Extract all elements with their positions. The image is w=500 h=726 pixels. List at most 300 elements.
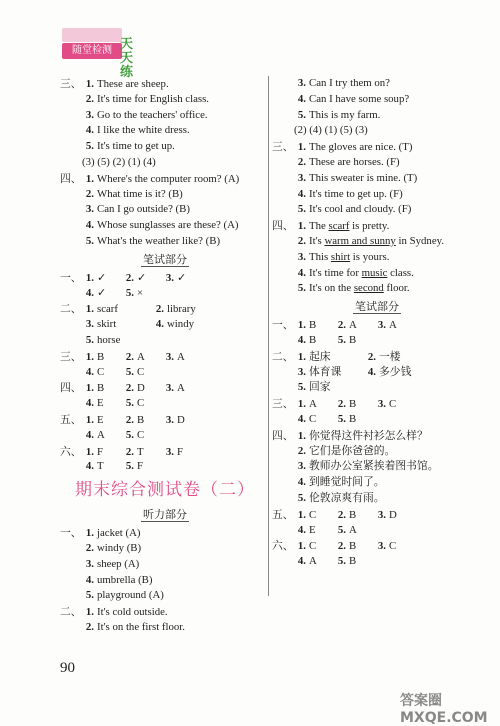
left-answer-column (60, 76, 270, 636)
answer-cell (82, 381, 122, 397)
item-number: 1. (297, 508, 306, 521)
item-number: 5. (297, 381, 306, 394)
item-number: 4. (85, 428, 94, 441)
answer-cell (162, 350, 202, 366)
answer-value: library (167, 303, 196, 316)
answer-text: Go to the teachers' office. (97, 108, 208, 121)
answer-cell (374, 397, 414, 413)
item-number: 4. (85, 573, 94, 586)
site-watermark: 答案圈 MXQE.COM (400, 693, 488, 726)
answer-line (60, 444, 270, 460)
test-title: 期末综合测试卷（二） (75, 480, 255, 501)
item-number: 1. (85, 303, 94, 316)
answer-value: C (137, 428, 145, 441)
answer-line (60, 620, 270, 636)
answer-line (60, 108, 270, 124)
answer-cell (294, 333, 334, 349)
answer-cell (294, 365, 364, 381)
item-number: 2. (125, 382, 134, 395)
answer-cell (122, 381, 162, 397)
answer-cell (82, 445, 122, 461)
answer-cell (334, 539, 374, 555)
item-number: 1. (297, 398, 306, 411)
answer-value: B (349, 333, 357, 346)
answer-line (60, 234, 270, 250)
answer-line (272, 365, 482, 381)
answer-cell (334, 397, 374, 413)
section-heading-text: 笔试部分 (143, 253, 187, 266)
order-answer: (2) (4) (1) (5) (3) (294, 124, 368, 137)
item-number: 2. (125, 271, 134, 284)
answer-line (272, 123, 482, 139)
answer-value: B (349, 412, 357, 425)
item-number: 3. (297, 460, 306, 473)
item-number: 3. (377, 540, 386, 553)
section-number: 三、 (272, 397, 294, 411)
section-number: 二、 (60, 605, 82, 619)
answer-value: A (137, 350, 145, 363)
answer-text: It's time to get up. (97, 140, 175, 153)
item-number: 3. (85, 318, 94, 331)
item-number: 4. (367, 365, 376, 378)
answer-line (60, 301, 270, 317)
section-number: 二、 (272, 349, 294, 363)
item-number: 1. (85, 172, 94, 185)
answer-line (60, 270, 270, 286)
answer-cell (334, 333, 374, 349)
right-answer-column (272, 76, 482, 570)
answer-line (272, 171, 482, 187)
answer-cell (122, 445, 162, 461)
answer-cell (374, 318, 414, 334)
answer-cell (374, 508, 414, 524)
item-number: 5. (297, 282, 306, 295)
answer-value: B (349, 555, 357, 568)
answer-value: scarf (97, 303, 118, 316)
item-number: 5. (125, 460, 134, 473)
item-number: 5. (337, 523, 346, 536)
section-number: 四、 (272, 219, 294, 233)
answer-cell (334, 554, 374, 570)
item-number: 4. (297, 412, 306, 425)
answer-text: 教师办公室紧挨着图书馆。 (309, 460, 439, 473)
answer-line (60, 218, 270, 234)
section-number: 六、 (60, 444, 82, 458)
item-number: 1. (297, 141, 306, 154)
item-number: 4. (85, 460, 94, 473)
answer-value: ✓ (177, 271, 187, 284)
item-number: 3. (165, 350, 174, 363)
answer-value: F (97, 445, 104, 458)
answer-cell (82, 317, 152, 333)
answer-text: umbrella (B) (97, 573, 153, 586)
badge-glyph: 天天练 (120, 37, 134, 80)
answer-value: C (309, 412, 317, 425)
item-number: 3. (297, 250, 306, 263)
answer-text: The gloves are nice. (T) (309, 141, 413, 154)
answer-cell (82, 286, 122, 302)
answer-cell (294, 523, 334, 539)
answer-line (272, 491, 482, 507)
answer-value: T (137, 445, 144, 458)
answer-line (272, 523, 482, 539)
answer-value: B (349, 398, 357, 411)
item-number: 2. (297, 155, 306, 168)
answer-line (272, 234, 482, 250)
answer-value: ✓ (137, 271, 147, 284)
item-number: 3. (377, 508, 386, 521)
answer-text: This is my farm. (309, 108, 381, 121)
item-number: 2. (85, 620, 94, 633)
item-number: 3. (85, 108, 94, 121)
section-number: 五、 (272, 507, 294, 521)
item-number: 3. (377, 398, 386, 411)
item-number: 1. (85, 527, 94, 540)
item-number: 4. (155, 318, 164, 331)
answer-line (60, 171, 270, 187)
answer-line (272, 538, 482, 554)
section-heading-text: 笔试部分 (355, 301, 399, 314)
answer-value: F (137, 460, 144, 473)
item-number: 4. (85, 286, 94, 299)
answer-line (60, 604, 270, 620)
answer-value: A (309, 555, 317, 568)
answer-text: It's time for English class. (97, 92, 209, 105)
answer-text: This sweater is mine. (T) (309, 171, 418, 184)
answer-value: windy (167, 318, 194, 331)
item-number: 1. (85, 350, 94, 363)
badge-top-band (62, 28, 122, 42)
answer-value: C (137, 397, 145, 410)
item-number: 5. (85, 234, 94, 247)
answer-value: ✓ (97, 271, 107, 284)
item-number: 2. (125, 350, 134, 363)
answer-line (60, 365, 270, 381)
item-number: 5. (125, 397, 134, 410)
answer-line (272, 459, 482, 475)
item-number: 5. (85, 589, 94, 602)
answer-text: windy (B) (97, 541, 142, 554)
answer-cell (122, 365, 162, 381)
item-number: 1. (85, 382, 94, 395)
answer-line (60, 525, 270, 541)
item-number: 1. (85, 78, 94, 90)
section-heading (60, 250, 270, 270)
item-number: 1. (297, 350, 306, 363)
answer-cell (122, 396, 162, 412)
item-number: 3. (165, 271, 174, 284)
answer-line (60, 541, 270, 557)
item-number: 4. (297, 266, 306, 279)
answer-value: C (389, 540, 397, 553)
answer-value: E (97, 413, 104, 426)
badge-label: 随堂检测 (62, 43, 122, 59)
item-number: 5. (337, 412, 346, 425)
answer-cell (294, 554, 334, 570)
answer-cell (294, 539, 334, 555)
answer-value: A (177, 350, 185, 363)
item-number: 1. (297, 540, 306, 553)
answer-value: B (97, 350, 105, 363)
answer-cell (364, 365, 434, 381)
answer-line (60, 380, 270, 396)
answer-cell (334, 508, 374, 524)
answer-text: Can I try them on? (309, 77, 390, 89)
answer-cell (82, 459, 122, 475)
answer-cell (122, 459, 162, 475)
answer-text-pre: It's on the (309, 282, 354, 295)
answer-line (272, 76, 482, 92)
answer-line (272, 92, 482, 108)
item-number: 5. (85, 140, 94, 153)
item-number: 1. (85, 413, 94, 426)
answer-value: C (137, 365, 145, 378)
item-number: 2. (125, 413, 134, 426)
item-number: 4. (297, 555, 306, 568)
answer-text: horse (97, 333, 121, 346)
answer-cell (294, 412, 334, 428)
answer-value: A (349, 523, 357, 536)
answer-value: C (389, 398, 397, 411)
answer-line (272, 412, 482, 428)
answer-line (60, 588, 270, 604)
answer-line (272, 396, 482, 412)
item-number: 2. (337, 319, 346, 332)
section-number: 四、 (60, 171, 82, 185)
answer-line (272, 380, 482, 396)
answer-text: 伦敦凉爽有雨。 (309, 491, 385, 504)
item-number: 5. (85, 333, 94, 346)
section-number: 一、 (60, 526, 82, 540)
answer-line (272, 317, 482, 333)
answer-line (272, 202, 482, 218)
answer-line (272, 281, 482, 297)
answer-value: B (137, 413, 145, 426)
answer-cell (122, 286, 162, 302)
answer-cell (82, 271, 122, 287)
item-number: 2. (85, 541, 94, 554)
column-divider (268, 76, 269, 596)
answer-text-pre: It's time for (309, 266, 362, 279)
answer-cell (162, 381, 202, 397)
answer-value: B (309, 333, 317, 346)
item-number: 2. (85, 92, 94, 105)
answer-line (272, 218, 482, 234)
answer-text-post: is pretty. (349, 220, 390, 233)
answer-text: playground (A) (97, 589, 164, 602)
answer-underlined: scarf (328, 220, 350, 233)
answer-value: A (349, 319, 357, 332)
item-number: 5. (297, 203, 306, 216)
answer-line (272, 155, 482, 171)
answer-cell (82, 413, 122, 429)
answer-text-post: class. (387, 266, 414, 279)
item-number: 2. (85, 187, 94, 200)
item-number: 5. (297, 108, 306, 121)
answer-text: It's cold outside. (97, 606, 168, 619)
answer-line (60, 333, 270, 349)
item-number: 5. (337, 333, 346, 346)
item-number: 1. (297, 429, 306, 442)
answer-cell (82, 350, 122, 366)
answer-line (272, 266, 482, 282)
section-heading (60, 505, 270, 525)
answer-cell (294, 350, 364, 366)
item-number: 3. (85, 557, 94, 570)
answer-line (60, 428, 270, 444)
item-number: 5. (125, 286, 134, 299)
item-number: 1. (297, 220, 306, 233)
answer-value: A (177, 382, 185, 395)
series-badge (62, 28, 142, 80)
item-number: 2. (337, 540, 346, 553)
answer-line (272, 108, 482, 124)
answer-cell (162, 445, 202, 461)
item-number: 2. (367, 350, 376, 363)
answer-line (272, 333, 482, 349)
answer-value: 起床 (309, 350, 331, 363)
page-number: 90 (60, 660, 75, 676)
answer-cell (122, 271, 162, 287)
answer-text: Can I have some soup? (309, 92, 410, 105)
answer-value: A (389, 319, 397, 332)
section-number: 三、 (60, 77, 82, 90)
answer-value: C (97, 365, 105, 378)
answer-line (60, 573, 270, 589)
answer-value: B (309, 319, 317, 332)
item-number: 5. (297, 491, 306, 504)
answer-line (60, 317, 270, 333)
answer-line (60, 557, 270, 573)
answer-line (272, 250, 482, 266)
answer-underlined: warm and sunny (324, 234, 396, 247)
answer-value: A (309, 398, 317, 411)
answer-text: Whose sunglasses are these? (A) (97, 219, 239, 232)
answer-line (60, 76, 270, 92)
answer-underlined: shirt (330, 250, 351, 263)
answer-text: It's cool and cloudy. (F) (309, 203, 412, 216)
answer-text: These are horses. (F) (309, 155, 400, 168)
answer-cell (152, 302, 222, 318)
answer-text-post: in Sydney. (395, 234, 445, 247)
item-number: 5. (337, 555, 346, 568)
answer-line (60, 412, 270, 428)
answer-text: jacket (A) (97, 527, 141, 540)
answer-cell (162, 271, 202, 287)
answer-text: 回家 (309, 381, 331, 394)
section-heading (272, 297, 482, 317)
section-number: 六、 (272, 539, 294, 553)
item-number: 1. (85, 445, 94, 458)
section-heading-text: 听力部分 (143, 509, 187, 522)
answer-value: F (177, 445, 184, 458)
answer-cell (122, 350, 162, 366)
answer-value: E (309, 523, 316, 536)
answer-value: D (389, 508, 397, 521)
answer-cell (374, 539, 414, 555)
item-number: 4. (297, 523, 306, 536)
answer-value: ✓ (97, 286, 107, 299)
answer-value: C (309, 540, 317, 553)
answer-line (60, 396, 270, 412)
answer-line (60, 123, 270, 139)
answer-cell (152, 317, 222, 333)
answer-cell (334, 318, 374, 334)
item-number: 3. (85, 203, 94, 216)
answer-text: 它们是你爸爸的。 (309, 444, 396, 457)
answer-line (60, 202, 270, 218)
section-number: 一、 (60, 270, 82, 284)
answer-text: Can I go outside? (B) (97, 203, 190, 216)
answer-cell (122, 413, 162, 429)
item-number: 4. (297, 92, 306, 105)
answer-value: 一楼 (379, 350, 401, 363)
answer-text-post: is yours. (350, 250, 390, 263)
answer-line (60, 349, 270, 365)
answer-cell (294, 508, 334, 524)
section-number: 三、 (60, 349, 82, 363)
answer-cell (82, 302, 152, 318)
item-number: 3. (165, 413, 174, 426)
answer-line (272, 139, 482, 155)
answer-value: × (137, 286, 144, 299)
answer-line (60, 187, 270, 203)
item-number: 3. (297, 171, 306, 184)
item-number: 1. (297, 319, 306, 332)
item-number: 3. (165, 445, 174, 458)
answer-underlined: music (361, 266, 388, 279)
item-number: 4. (85, 219, 94, 232)
answer-text-pre: The (309, 220, 329, 233)
answer-line (272, 554, 482, 570)
section-number: 三、 (272, 140, 294, 154)
answer-value: T (97, 460, 104, 473)
item-number: 1. (85, 271, 94, 284)
answer-line (60, 92, 270, 108)
answer-text: 到睡觉时间了。 (309, 476, 385, 489)
item-number: 2. (337, 508, 346, 521)
answer-text: It's on the first floor. (97, 620, 186, 633)
item-number: 2. (337, 398, 346, 411)
answer-value: E (97, 397, 104, 410)
item-number: 5. (125, 428, 134, 441)
item-number: 4. (297, 476, 306, 489)
answer-cell (82, 428, 122, 444)
answer-cell (122, 428, 162, 444)
answer-text: What time is it? (B) (97, 187, 183, 200)
answer-cell (294, 318, 334, 334)
item-number: 3. (377, 319, 386, 332)
item-number: 2. (297, 444, 306, 457)
answer-line (272, 428, 482, 444)
answer-line (60, 155, 270, 171)
item-number: 4. (297, 187, 306, 200)
item-number: 4. (85, 124, 94, 137)
section-number: 一、 (272, 318, 294, 332)
answer-value: D (137, 382, 145, 395)
item-number: 3. (297, 77, 306, 89)
answer-value: 体育课 (309, 365, 342, 378)
answer-value: C (309, 508, 317, 521)
answer-text: sheep (A) (97, 557, 140, 570)
item-number: 3. (297, 365, 306, 378)
answer-underlined: second (353, 282, 384, 295)
answer-value: 多少钱 (379, 365, 412, 378)
section-number: 四、 (60, 381, 82, 395)
answer-text: These are sheep. (97, 78, 169, 90)
item-number: 4. (297, 333, 306, 346)
answer-cell (364, 350, 434, 366)
